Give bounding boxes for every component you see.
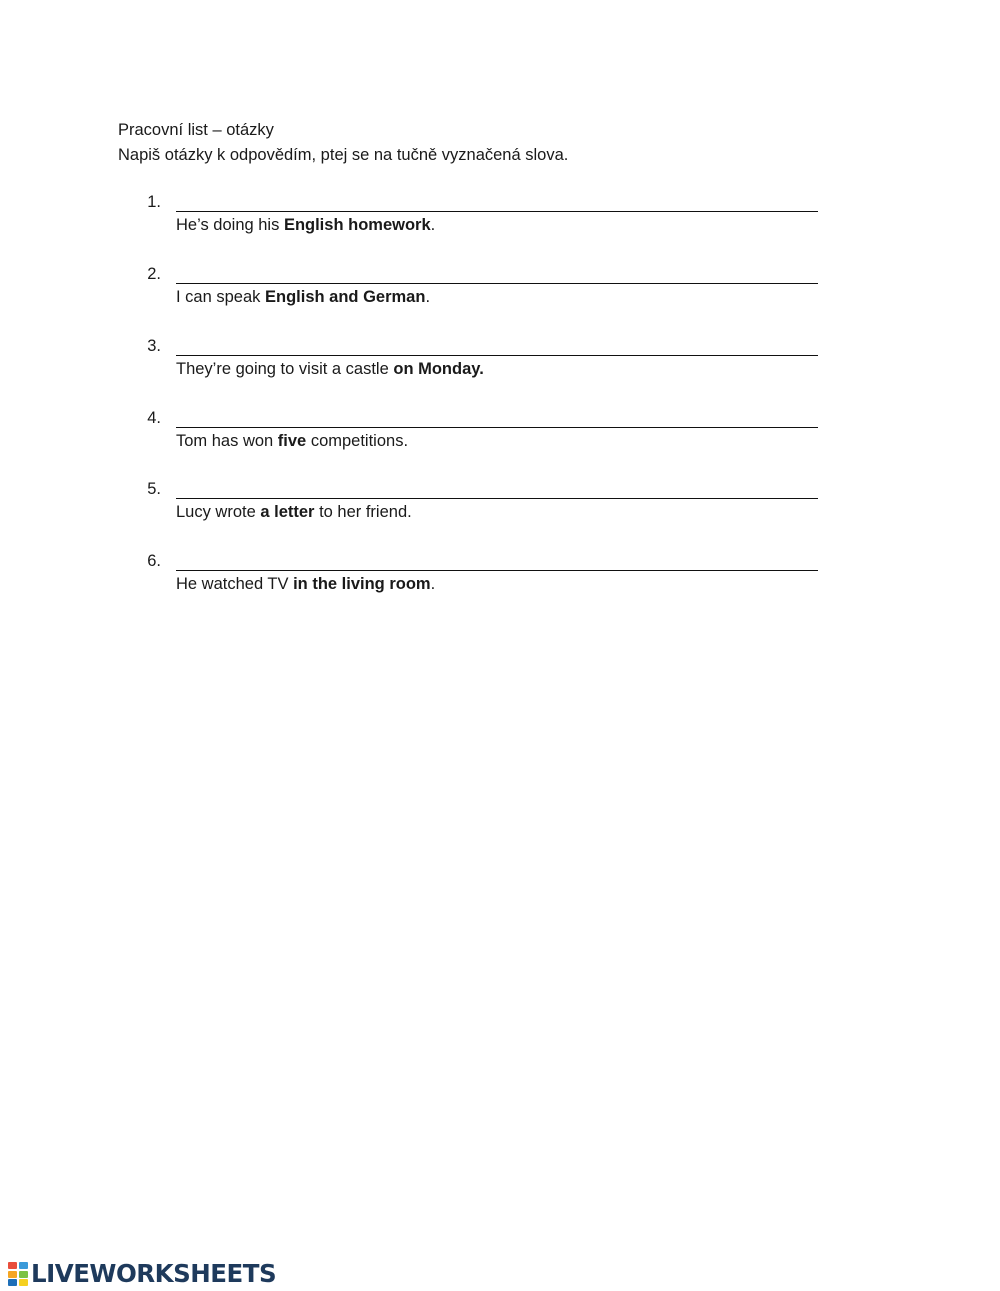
statement-text: I can speak — [176, 288, 265, 306]
answer-line — [176, 355, 818, 356]
answer-line — [176, 283, 818, 284]
exercise-number: 6. — [147, 552, 161, 570]
statement-bold-target: on Monday. — [393, 360, 484, 378]
answer-input-3[interactable] — [176, 334, 818, 354]
answer-line — [176, 498, 818, 499]
statement-bold-target: English and German — [264, 288, 426, 306]
answer-line — [176, 211, 818, 212]
exercise-3 — [0, 334, 1000, 384]
logo-icon-block — [8, 1271, 17, 1278]
exercise-statement — [176, 429, 408, 453]
liveworksheets-logo[interactable] — [8, 1260, 276, 1288]
statement-text: Tom has won — [176, 432, 278, 450]
exercise-statement — [176, 357, 484, 381]
logo-icon-block — [19, 1279, 28, 1286]
statement-text: He watched TV — [176, 575, 294, 593]
answer-input-4[interactable] — [176, 406, 818, 426]
logo-icon-block — [19, 1262, 28, 1269]
answer-input-1[interactable] — [176, 190, 818, 210]
exercise-number: 5. — [147, 480, 161, 498]
exercise-4 — [0, 406, 1000, 456]
statement-text: He’s doing his — [176, 216, 284, 234]
statement-bold-target: in the living room — [293, 575, 431, 593]
liveworksheets-logo-icon — [8, 1262, 28, 1286]
statement-text-end: competitions. — [306, 432, 409, 450]
exercise-number: 3. — [147, 337, 161, 355]
exercise-2 — [0, 262, 1000, 312]
statement-text-end: to her friend. — [314, 503, 412, 521]
worksheet-header — [118, 118, 568, 168]
statement-text-end: . — [430, 216, 436, 234]
answer-input-6[interactable] — [176, 549, 818, 569]
answer-input-5[interactable] — [176, 477, 818, 497]
exercise-statement — [176, 572, 435, 596]
logo-wordmark: LIVEWORKSHEETS — [31, 1259, 277, 1288]
worksheet-title: Pracovní list – otázky — [118, 121, 274, 139]
statement-text-end: . — [430, 575, 436, 593]
worksheet-instruction: Napiš otázky k odpovědím, ptej se na tučně vyznačená slova. — [118, 146, 569, 164]
statement-bold-target: five — [277, 432, 307, 450]
statement-bold-target: a letter — [260, 503, 315, 521]
exercise-number: 4. — [147, 409, 161, 427]
statement-bold-target: English homework — [283, 216, 431, 234]
statement-text-end: . — [425, 288, 431, 306]
exercise-5 — [0, 477, 1000, 527]
statement-text: They’re going to visit a castle — [176, 360, 394, 378]
answer-line — [176, 570, 818, 571]
logo-icon-block — [19, 1271, 28, 1278]
exercise-statement — [176, 285, 430, 309]
exercise-number: 2. — [147, 265, 161, 283]
exercise-6 — [0, 549, 1000, 599]
exercise-1 — [0, 190, 1000, 240]
answer-line — [176, 427, 818, 428]
statement-text: Lucy wrote — [176, 503, 261, 521]
logo-icon-block — [8, 1279, 17, 1286]
exercise-statement — [176, 500, 412, 524]
logo-icon-block — [8, 1262, 17, 1269]
exercise-number: 1. — [147, 193, 161, 211]
answer-input-2[interactable] — [176, 262, 818, 282]
exercise-statement — [176, 213, 435, 237]
